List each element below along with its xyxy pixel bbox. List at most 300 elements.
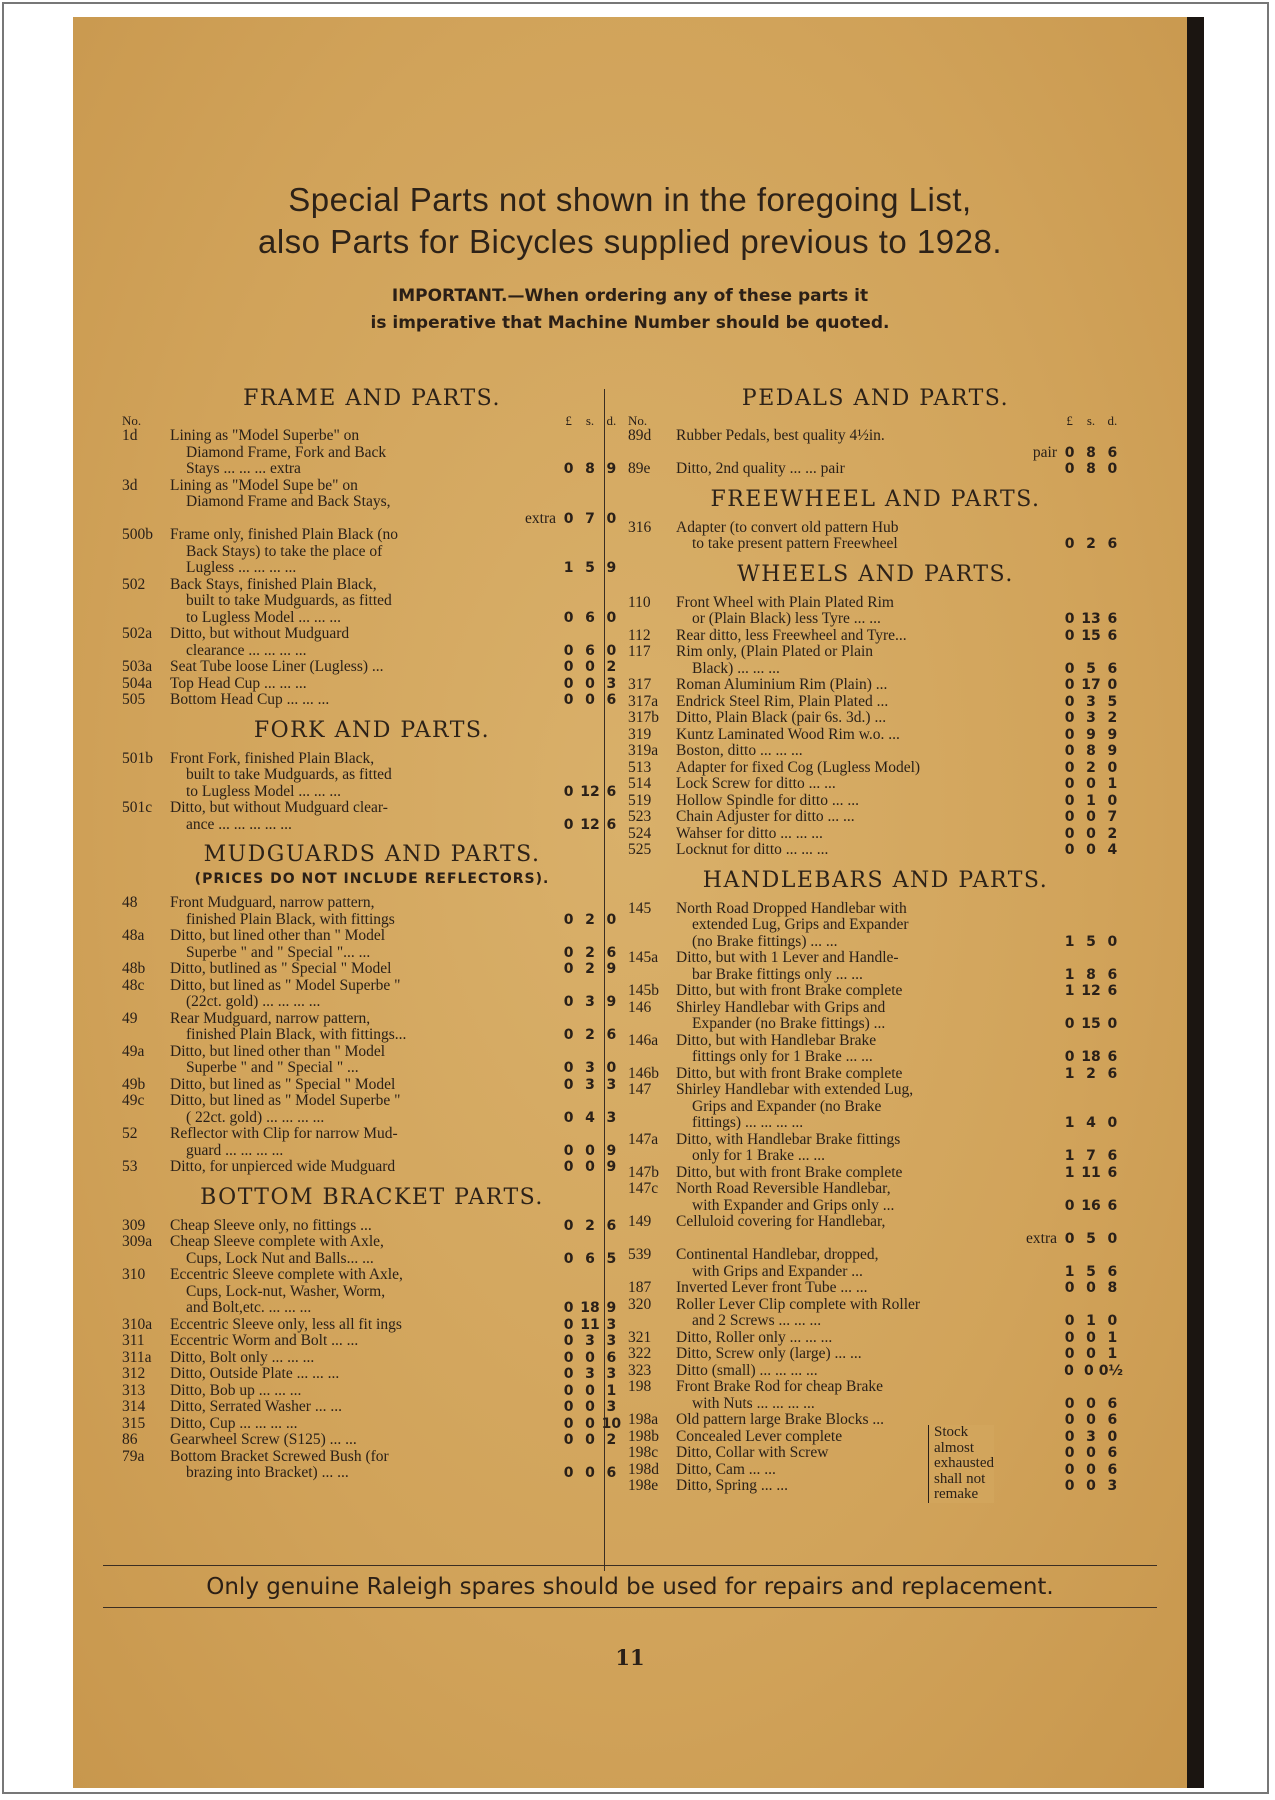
section-heading-bracket: BOTTOM BRACKET PARTS. [200,1184,544,1210]
price-pounds: 0 [1064,1461,1075,1478]
description-line: extra [525,509,556,527]
price-pence: 9 [1107,743,1118,759]
description-line: Eccentric Worm and Bolt ... ... [170,1332,359,1349]
part-description [170,659,558,676]
description-line: Seat Tube loose Liner (Lugless) ... [170,658,384,675]
price-shillings: 15 [1081,1016,1101,1032]
part-number: 502 [122,575,146,593]
part-number: 48c [122,976,145,994]
price-shillings: 3 [1086,710,1096,726]
part-number: 147b [628,1163,659,1181]
part-price [558,478,622,528]
description-line: Ditto, Spring ... ... [676,1477,788,1494]
part-price [558,1416,622,1433]
part-price [558,1432,622,1449]
price-pence: 5 [606,1250,617,1267]
part-price [1059,1445,1123,1462]
price-pounds: 0 [563,692,574,708]
part-price [558,1333,622,1350]
part-description [170,1432,558,1449]
part-description [676,776,1059,793]
description-line: Shirley Handlebar with extended Lug, [676,1081,914,1098]
part-row [628,644,1123,677]
part-price [558,1449,622,1482]
part-number: 89e [628,460,651,477]
part-description [170,1267,558,1317]
part-description [676,1379,1059,1412]
header-price-units [1059,413,1123,428]
price-shillings: 2 [585,1027,595,1043]
description-line: Adapter (to convert old pattern Hub [676,518,899,536]
part-description [170,692,558,709]
price-shillings: 12 [580,783,600,800]
price-shillings: 0 [585,1465,595,1481]
price-pence: 9 [1107,726,1118,743]
description-line: built to take Mudguards, as fitted [186,592,392,609]
part-number: 147 [628,1081,652,1098]
part-description [676,809,1059,826]
price-pence: 0 [1107,1313,1118,1329]
part-number: 112 [628,626,651,644]
description-line: Rear Mudguard, narrow pattern, [170,1009,371,1027]
stock-note-line: exhausted [934,1455,994,1471]
price-pounds: 0 [1064,792,1075,809]
header-pounds: £ [565,413,572,428]
part-price [1059,1297,1123,1330]
part-description [676,1478,1059,1495]
part-price [558,577,622,627]
price-pounds: 0 [563,944,574,961]
price-pence: 6 [606,1027,617,1043]
part-price [1059,760,1123,777]
part-price [1059,1132,1123,1165]
description-line: ance ... ... ... ... ... [186,815,292,833]
price-shillings: 7 [1086,1148,1096,1164]
part-price [1059,1379,1123,1412]
part-price [1059,901,1123,951]
price-shillings: 8 [1086,966,1096,983]
description-line: Rear ditto, less Freewheel and Tyre... [676,626,907,644]
part-price [1059,1478,1123,1495]
price-shillings: 1 [1086,1313,1096,1329]
price-shillings: 0 [1083,1362,1094,1379]
price-pounds: 0 [1064,1412,1075,1428]
part-description [676,1132,1059,1165]
price-pence: 0 [1107,677,1118,693]
description-line: Ditto, Cup ... ... ... ... [170,1414,298,1432]
description-line: Ditto, but without Mudguard clear- [170,799,388,816]
price-pounds: 0 [563,1027,574,1043]
part-price [558,928,622,961]
price-shillings: 3 [1086,693,1096,710]
description-line: Ditto, but lined other than " Model [170,1042,386,1060]
part-number: 198c [628,1444,659,1461]
price-pounds: 0 [1064,611,1075,627]
section-heading-handlebars: HANDLEBARS AND PARTS. [702,867,1049,893]
section-heading-freewheel: FREEWHEEL AND PARTS. [710,486,1041,512]
footer-note: Only genuine Raleigh spares should be used for repairs and replacement. [206,1574,1054,1600]
important-note-line-2: is imperative that Machine Number should be quoted. [370,313,890,333]
description-line: North Road Dropped Handlebar with [676,899,907,917]
description-line: Celluloid covering for Handlebar, [676,1213,886,1230]
price-shillings: 0 [585,1142,595,1159]
part-number: 86 [122,1431,138,1448]
part-description [170,978,558,1011]
description-line: Bottom Head Cup ... ... ... [170,691,330,708]
description-line: Chain Adjuster for ditto ... ... [676,808,855,825]
description-line: Front Wheel with Plain Plated Rim [676,593,894,611]
description-line: Ditto, with Handlebar Brake fittings [676,1130,901,1148]
price-pounds: 1 [1064,1148,1075,1164]
price-shillings: 0 [585,1432,595,1448]
part-number: 319a [628,742,659,759]
part-number: 313 [122,1381,146,1399]
price-shillings: 6 [585,642,595,659]
part-number: 519 [628,791,652,809]
description-line: to Lugless Model ... ... ... [186,608,341,626]
part-row [628,677,1123,694]
description-line: Frame only, finished Plain Black (no [170,526,399,543]
price-pence: 0 [1107,792,1118,809]
price-pounds: 0 [1064,1346,1075,1362]
part-number: 149 [628,1213,652,1230]
price-pounds: 0 [563,1076,574,1093]
part-row [122,527,622,577]
description-line: Bottom Bracket Screwed Bush (for [170,1447,389,1465]
price-pence: 6 [1107,1263,1118,1280]
part-row [122,1317,622,1334]
description-line: bar Brake fittings only ... ... [692,965,863,983]
part-row [122,1234,622,1267]
description-line: Ditto, but with front Brake complete [676,1064,903,1082]
part-description [170,1366,558,1383]
description-line: brazing into Bracket) ... ... [186,1464,349,1481]
part-price [1059,743,1123,760]
price-pounds: 0 [563,1217,574,1234]
part-number: 48a [122,927,145,944]
part-row [628,809,1123,826]
description-line: Ditto, but with front Brake complete [676,1163,903,1181]
price-pence: 6 [1107,1461,1118,1478]
part-row [122,1126,622,1159]
footer-rule-bottom [103,1607,1157,1608]
price-pounds: 0 [563,1399,574,1415]
description-line: guard ... ... ... ... [186,1141,284,1159]
price-pence: 0 [1107,1230,1118,1247]
description-line: Top Head Cup ... ... ... [170,674,307,692]
part-description [676,826,1059,843]
price-shillings: 0 [1086,1461,1096,1478]
part-description [170,1093,558,1126]
price-shillings: 0 [1086,776,1096,792]
description-line: Ditto, Bolt only ... ... ... [170,1348,315,1366]
part-description [170,1011,558,1044]
part-number: 89d [628,427,652,444]
part-price [558,1093,622,1126]
price-pence: 0 [1107,1115,1118,1131]
description-line: Diamond Frame and Back Stays, [186,493,391,510]
part-price [558,1077,622,1094]
section-heading-fork: FORK AND PARTS. [253,717,491,743]
part-number: 53 [122,1158,138,1175]
description-line: Cups, Lock Nut and Balls... ... [186,1249,374,1267]
part-description [676,520,1059,553]
price-pounds: 0 [1064,1230,1075,1247]
part-price [1059,1330,1123,1347]
price-pence: 6 [1107,536,1118,552]
part-number: 1d [122,427,138,444]
description-line: Ditto, but without Mudguard [170,625,350,642]
price-shillings: 8 [585,461,595,477]
section-heading-frame: FRAME AND PARTS. [243,386,501,411]
price-pence: 0 [1107,759,1118,776]
price-shillings: 0 [585,1159,595,1175]
part-number: 52 [122,1125,138,1142]
part-row [122,1449,622,1482]
part-description [676,461,1059,478]
part-price [558,1234,622,1267]
price-pence: 0 [606,609,617,626]
part-price [1059,595,1123,628]
part-row [122,1333,622,1350]
price-pence: 3 [606,1109,617,1126]
part-number: 309a [122,1233,153,1250]
price-shillings: 0 [1086,1412,1096,1428]
price-pounds: 1 [1064,983,1075,999]
price-pounds: 0 [563,816,574,833]
description-line: Back Stays) to take the place of [186,542,383,560]
part-number: 145a [628,949,659,966]
part-row [122,1432,622,1449]
price-shillings: 0 [1086,842,1096,858]
part-row [628,1379,1123,1412]
part-row [628,1412,1123,1429]
price-pounds: 0 [1064,825,1075,842]
price-pence: 9 [606,560,617,576]
description-line: Locknut for ditto ... ... ... [676,841,829,858]
part-number: 3d [122,476,138,494]
price-pounds: 0 [563,961,574,977]
part-description [676,1082,1059,1132]
description-line: Adapter for fixed Cog (Lugless Model) [676,758,921,776]
part-row [628,1429,1123,1446]
price-pounds: 0 [563,609,574,626]
description-line: Ditto, Screw only (large) ... ... [676,1345,862,1362]
part-row [122,800,622,833]
part-row [628,760,1123,777]
section-subheading-mudguards: (PRICES DO NOT INCLUDE REFLECTORS). [194,871,550,887]
part-number: 500b [122,526,153,543]
part-price [558,1218,622,1235]
section-heading-pedals: PEDALS AND PARTS. [741,386,1010,411]
part-price [558,1350,622,1367]
description-line: with Grips and Expander ... [692,1262,863,1280]
part-number: 198d [628,1460,659,1478]
part-number: 146 [628,998,652,1016]
description-line: Roller Lever Clip complete with Roller [676,1295,921,1313]
part-row [628,1280,1123,1297]
price-shillings: 2 [585,961,595,977]
part-description [676,1280,1059,1297]
price-pence: 2 [606,659,617,675]
description-line: Front Mudguard, narrow pattern, [170,894,375,911]
part-row [628,1363,1123,1380]
price-pounds: 0 [1064,536,1075,552]
part-row [122,1077,622,1094]
price-shillings: 15 [1081,627,1101,644]
price-shillings: 0 [585,675,595,692]
price-pence: 0 [1107,1428,1118,1445]
price-shillings: 11 [1081,1164,1101,1181]
description-line: Lining as "Model Supe be" on [170,476,358,494]
part-number: 322 [628,1345,652,1362]
price-pence: 3 [1107,1478,1118,1494]
part-number: 187 [628,1279,652,1296]
part-price [1059,1280,1123,1297]
part-price [1059,1247,1123,1280]
part-price [558,692,622,709]
part-row [628,743,1123,760]
description-line: Ditto, 2nd quality ... ... pair [676,460,845,477]
part-number: 198e [628,1477,659,1494]
price-shillings: 18 [1081,1049,1101,1065]
part-price [558,659,622,676]
part-number: 198a [628,1411,659,1428]
description-line: Cups, Lock-nut, Washer, Worm, [186,1282,386,1300]
description-line: Ditto, for unpierced wide Mudguard [170,1158,396,1175]
part-description [170,1399,558,1416]
price-pounds: 0 [1064,743,1075,759]
description-line: Gearwheel Screw (S125) ... ... [170,1431,357,1448]
part-description [676,1462,1059,1479]
price-shillings: 5 [1086,1263,1096,1280]
part-number: 513 [628,758,652,776]
price-pounds: 0 [1064,759,1075,776]
price-pounds: 0 [1064,842,1075,858]
part-number: 49b [122,1075,146,1093]
price-pounds: 1 [1064,1164,1075,1181]
part-price [558,961,622,978]
part-price [1059,1363,1123,1380]
part-description [170,1416,558,1433]
part-row [628,1297,1123,1330]
part-description [676,743,1059,760]
section-heading-wheels: WHEELS AND PARTS. [737,561,1014,587]
part-price [1059,428,1123,461]
price-shillings: 13 [1081,611,1101,627]
price-shillings: 3 [585,1076,595,1093]
stock-note-line: shall not [934,1470,986,1487]
description-line: Ditto, butlined as " Special " Model [170,960,392,977]
price-shillings: 3 [1086,1428,1096,1445]
price-shillings: 5 [1086,1230,1096,1247]
part-description [676,1066,1059,1083]
part-number: 315 [122,1414,146,1432]
description-line: to Lugless Model ... ... ... [186,782,341,800]
price-pounds: 0 [1064,627,1075,644]
price-shillings: 3 [585,1333,595,1349]
part-row [122,676,622,693]
part-price [1059,461,1123,478]
part-number: 110 [628,593,651,611]
price-pence: 6 [1107,1148,1118,1164]
part-price [1059,727,1123,744]
part-price [558,895,622,928]
description-line: (no Brake fittings) ... ... [692,932,838,950]
stock-note [928,1425,994,1503]
part-description [170,478,558,528]
book-spine-edge [1187,17,1204,1788]
price-pounds: 0 [1064,1445,1075,1461]
part-row [628,520,1123,553]
price-shillings: 12 [1081,983,1101,999]
price-pence: 9 [606,1142,617,1159]
part-row [628,595,1123,628]
part-row [122,978,622,1011]
part-number: 502a [122,625,153,642]
part-price [1059,1412,1123,1429]
price-pounds: 0 [563,1159,574,1175]
price-pence: 6 [1107,966,1118,983]
price-pounds: 0 [1064,710,1075,726]
description-line: Ditto, Collar with Screw [676,1444,829,1461]
price-shillings: 2 [1086,536,1096,552]
description-line: (22ct. gold) ... ... ... ... [186,993,321,1010]
part-number: 145b [628,982,659,999]
part-row [628,1247,1123,1280]
price-pounds: 0 [563,510,574,527]
part-number: 146b [628,1064,659,1082]
section-heading-mudguards: MUDGUARDS AND PARTS. [203,842,541,867]
description-line: Ditto, Plain Black (pair 6s. 3d.) ... [676,709,887,726]
part-price [1059,1082,1123,1132]
part-number: 504a [122,674,153,692]
description-line: Ditto, Cam ... ... [676,1460,776,1478]
part-row [122,751,622,801]
part-row [628,1346,1123,1363]
part-row [628,428,1123,461]
part-description [170,1333,558,1350]
description-line: Eccentric Sleeve complete with Axle, [170,1266,403,1283]
price-pounds: 0 [1064,1428,1075,1445]
part-price [558,1267,622,1317]
price-pounds: 0 [1064,1016,1075,1032]
part-row [628,710,1123,727]
price-pence: 9 [606,1300,617,1316]
part-row [122,1011,622,1044]
price-pounds: 0 [563,1382,574,1399]
price-pence: 3 [606,675,617,692]
part-price [558,1044,622,1077]
part-number: 319 [628,725,652,743]
part-description [676,1412,1059,1429]
price-shillings: 0 [1086,1478,1096,1494]
description-line: Rubber Pedals, best quality 4½in. [676,427,885,444]
part-row [628,1000,1123,1033]
price-pounds: 0 [563,1060,574,1076]
price-shillings: 18 [580,1300,600,1316]
part-price [1059,1346,1123,1363]
part-price [1059,1165,1123,1182]
part-description [170,1350,558,1367]
part-price [1059,694,1123,711]
part-row [122,895,622,928]
part-row [122,1383,622,1400]
part-number: 503a [122,658,153,675]
price-pounds: 0 [1064,1313,1075,1329]
description-line: Front Brake Rod for cheap Brake [676,1378,884,1395]
part-row [628,1066,1123,1083]
